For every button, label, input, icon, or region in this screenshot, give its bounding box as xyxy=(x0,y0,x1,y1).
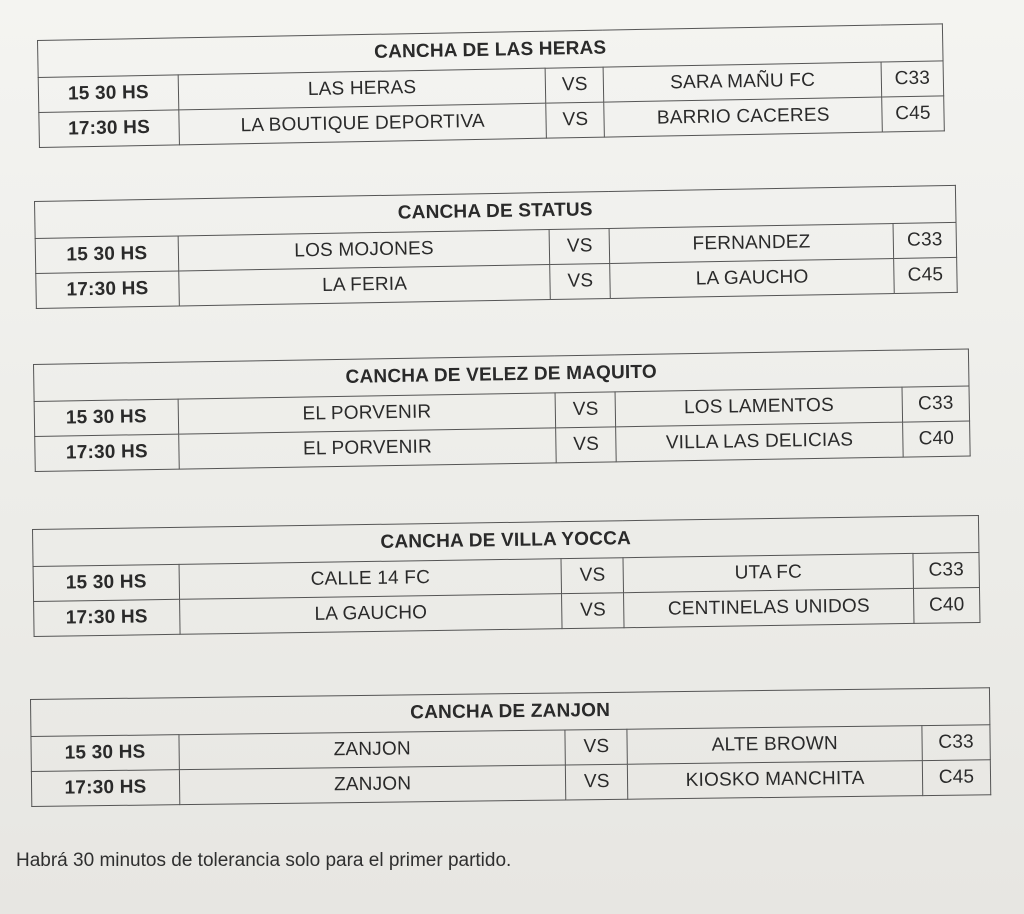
away-team: BARRIO CACERES xyxy=(604,97,882,137)
category-code: C40 xyxy=(914,587,980,623)
match-time: 15 30 HS xyxy=(33,564,179,601)
venue-table-las-heras xyxy=(37,23,945,148)
versus-label: VS xyxy=(550,263,611,299)
category-code: C45 xyxy=(882,96,945,132)
versus-label: VS xyxy=(546,67,605,103)
versus-label: VS xyxy=(549,228,610,264)
home-team: LAS HERAS xyxy=(178,68,546,110)
home-team: EL PORVENIR xyxy=(178,393,556,434)
venue-table-villa-yocca xyxy=(32,515,980,637)
venue-title: CANCHA DE VELEZ DE MAQUITO xyxy=(34,349,969,401)
home-team: ZANJON xyxy=(179,765,566,805)
category-code: C33 xyxy=(893,222,957,258)
match-time: 17:30 HS xyxy=(36,271,179,308)
away-team: FERNANDEZ xyxy=(609,224,893,264)
venue-table-status xyxy=(34,185,958,309)
match-time: 15 30 HS xyxy=(35,236,178,273)
venue-table-zanjon xyxy=(30,687,991,807)
home-team: LA FERIA xyxy=(179,265,551,306)
versus-label: VS xyxy=(565,729,627,765)
away-team: ALTE BROWN xyxy=(627,726,922,765)
category-code: C33 xyxy=(922,725,990,761)
match-time: 17:30 HS xyxy=(39,110,179,148)
venue-title: CANCHA DE LAS HERAS xyxy=(38,24,944,78)
home-team: LA BOUTIQUE DEPORTIVA xyxy=(179,103,547,145)
match-time: 15 30 HS xyxy=(38,75,178,113)
match-time: 17:30 HS xyxy=(35,434,179,471)
match-time: 17:30 HS xyxy=(34,599,180,636)
venue-title: CANCHA DE VILLA YOCCA xyxy=(33,515,979,566)
away-team: VILLA LAS DELICIAS xyxy=(616,422,903,462)
match-time: 15 30 HS xyxy=(31,735,179,772)
versus-label: VS xyxy=(555,392,615,428)
home-team: CALLE 14 FC xyxy=(179,559,562,600)
versus-label: VS xyxy=(566,764,628,800)
away-team: KIOSKO MANCHITA xyxy=(628,761,923,800)
category-code: C33 xyxy=(913,552,979,588)
home-team: EL PORVENIR xyxy=(179,428,557,469)
category-code: C45 xyxy=(922,760,990,796)
versus-label: VS xyxy=(546,102,605,138)
category-code: C45 xyxy=(894,257,958,293)
versus-label: VS xyxy=(562,593,624,629)
category-code: C40 xyxy=(903,421,971,457)
venue-table-velez-de-maquito xyxy=(33,348,971,472)
away-team: LA GAUCHO xyxy=(610,259,894,299)
category-code: C33 xyxy=(881,61,944,97)
venue-title: CANCHA DE STATUS xyxy=(35,185,957,238)
venue-title: CANCHA DE ZANJON xyxy=(31,688,990,737)
tolerance-note: Habrá 30 minutos de tolerancia solo para el primer partido. xyxy=(16,850,512,871)
match-time: 15 30 HS xyxy=(34,399,178,436)
versus-label: VS xyxy=(561,558,623,594)
away-team: LOS LAMENTOS xyxy=(615,387,902,427)
away-team: CENTINELAS UNIDOS xyxy=(624,588,914,627)
versus-label: VS xyxy=(556,427,616,463)
home-team: LA GAUCHO xyxy=(179,594,562,635)
match-time: 17:30 HS xyxy=(31,770,179,807)
category-code: C33 xyxy=(902,386,970,422)
away-team: UTA FC xyxy=(623,553,913,592)
away-team: SARA MAÑU FC xyxy=(603,62,881,102)
home-team: LOS MOJONES xyxy=(178,230,550,271)
home-team: ZANJON xyxy=(179,730,566,770)
